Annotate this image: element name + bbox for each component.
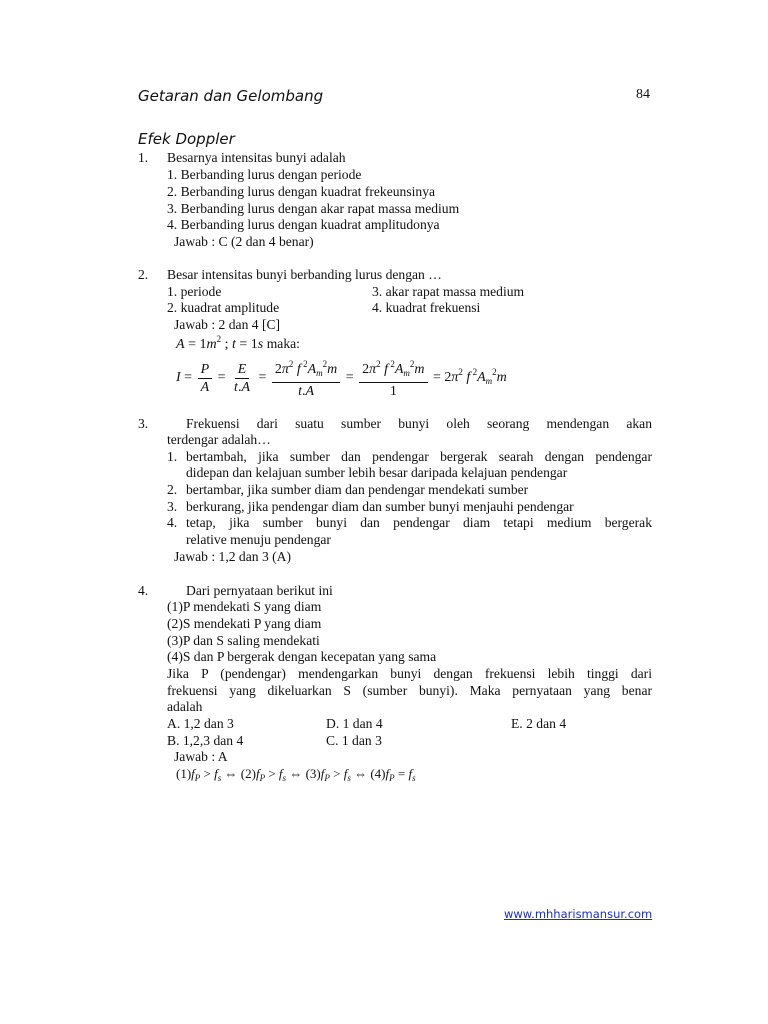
q3-option-1-cont: didepan dan kelajuan sumber lebih besar daripada kelajuan pendengar [186, 465, 568, 480]
q4-stem: Dari pernyataan berikut ini [186, 583, 333, 598]
q1-answer: Jawab : C (2 dan 4 benar) [174, 234, 314, 249]
q2-option-1: 1. periode [167, 284, 222, 299]
q3-option-3: berkurang, jika pendengar diam dan sumber bunyi menjauhi pendengar [186, 499, 574, 514]
q3-option-1: bertambah, jika sumber dan pendengar bergerak searah dengan pendengar [186, 449, 652, 464]
q3-number: 3. [138, 416, 149, 431]
q4-answer: Jawab : A [174, 749, 228, 764]
q4-choice-a: A. 1,2 dan 3 [167, 716, 234, 731]
q1-option: 3. Berbanding lurus dengan akar rapat massa medium [167, 201, 460, 216]
q4-paragraph-line: Jika P (pendengar) mendengarkan bunyi dengan frekuensi lebih tinggi dari [167, 666, 652, 681]
q4-paragraph-line: adalah [167, 699, 203, 714]
q2-given-suffix: maka: [266, 336, 300, 351]
section-title: Efek Doppler [138, 130, 235, 148]
q1-option: 1. Berbanding lurus dengan periode [167, 167, 362, 182]
q3-option-num: 3. [167, 499, 178, 514]
page-number: 84 [636, 87, 650, 102]
intensity-equation: I = $\frac{P}{A}$ = $\frac{E}{t.A}$ = $\frac{2\pi^2 f ^2A_m^2m}{t.A}$ = $\frac{2\pi^2 f ^2A_m^2m}{1}$ = $2\pi^2$ f $^2A_m^2m$ [176, 356, 507, 400]
document-header-title: Getaran dan Gelombang [138, 87, 324, 105]
q3-option-4-cont: relative menuju pendengar [186, 532, 331, 547]
q1-option: 4. Berbanding lurus dengan kuadrat amplitudonya [167, 217, 440, 232]
q3-answer: Jawab : 1,2 dan 3 (A) [174, 549, 292, 564]
q3-option-2: bertambar, jika sumber diam dan pendengar mendekati sumber [186, 482, 529, 497]
q4-choice-b: B. 1,2,3 dan 4 [167, 733, 244, 748]
q4-statement: (1)P mendekati S yang diam [167, 599, 322, 614]
q1-stem: Besarnya intensitas bunyi adalah [167, 150, 346, 165]
q3-option-num: 4. [167, 515, 178, 530]
q3-option-4: tetap, jika sumber bunyi dan pendengar diam tetapi medium bergerak [186, 515, 652, 530]
q4-choice-c: C. 1 dan 3 [326, 733, 382, 748]
q2-answer: Jawab : 2 dan 4 [C] [174, 317, 281, 332]
q3-stem: Frekuensi dari suatu sumber bunyi oleh seorang mendengan akan [186, 416, 652, 431]
q2-given-equation: $A = 1m^2$ ; t = 1s maka: [176, 334, 300, 352]
q4-number: 4. [138, 583, 149, 598]
q3-option-num: 1. [167, 449, 178, 464]
q1-option: 2. Berbanding lurus dengan kuadrat frekeunsinya [167, 184, 436, 199]
q4-statement: (3)P dan S saling mendekati [167, 633, 320, 648]
q2-number: 2. [138, 267, 149, 282]
q1-number: 1. [138, 150, 149, 165]
q4-statement: (2)S mendekati P yang diam [167, 616, 322, 631]
q2-option-3: 3. akar rapat massa medium [372, 284, 525, 299]
q3-option-num: 2. [167, 482, 178, 497]
q4-choice-e: E. 2 dan 4 [511, 716, 567, 731]
q4-answer-equation: $(1)f_P > f_s$ ⇔ $(2)f_P > f_s$ ⇔ $(3)f_P > f_s$ ⇔ $(4)f_P = f_s$ [176, 766, 416, 783]
q4-choice-d: D. 1 dan 4 [326, 716, 383, 731]
q2-option-2: 2. kuadrat amplitude [167, 300, 280, 315]
q2-option-4: 4. kuadrat frekuensi [372, 300, 481, 315]
q2-stem: Besar intensitas bunyi berbanding lurus dengan … [167, 267, 442, 282]
q3-stem-cont: terdengar adalah… [167, 432, 271, 447]
q4-paragraph-line: frekuensi yang dikeluarkan S (sumber bunyi). Maka pernyataan yang benar [167, 683, 652, 698]
footer-website-link[interactable]: www.mhharismansur.com [504, 907, 653, 921]
q4-statement: (4)S dan P bergerak dengan kecepatan yang sama [167, 649, 437, 664]
